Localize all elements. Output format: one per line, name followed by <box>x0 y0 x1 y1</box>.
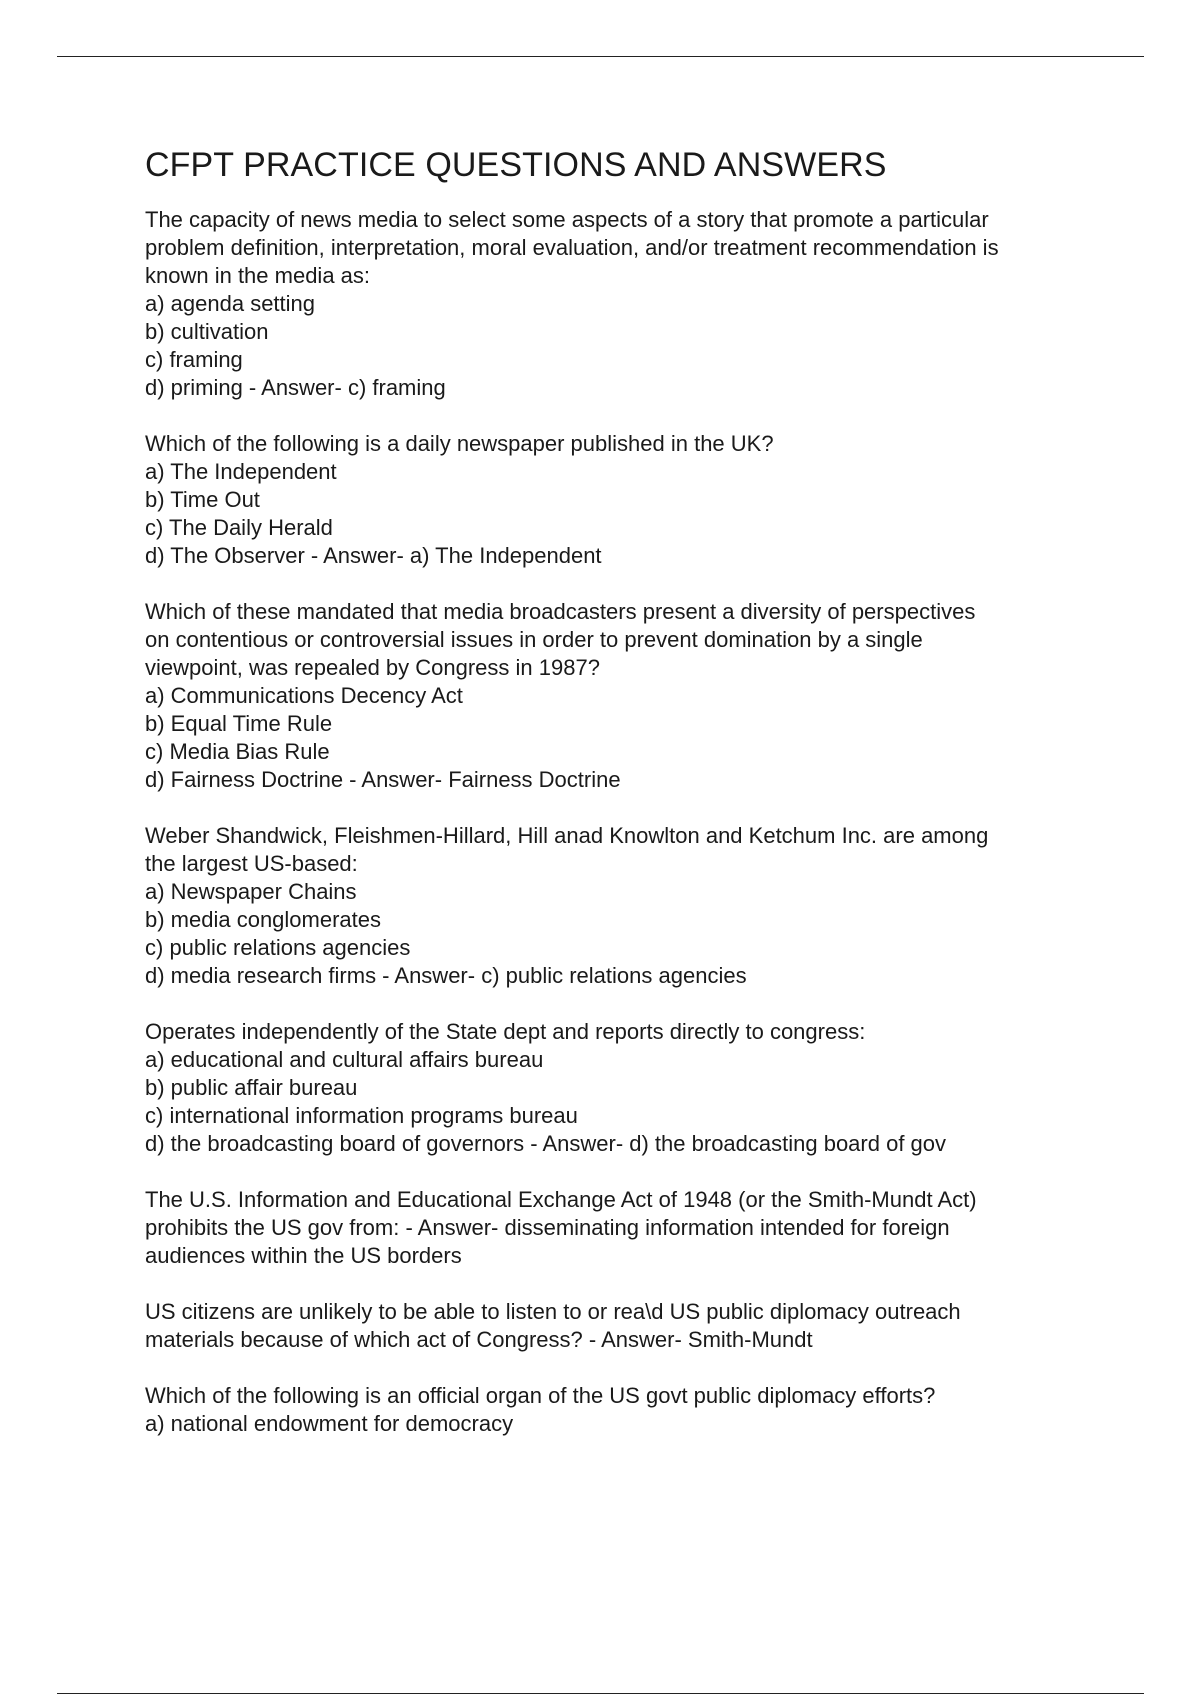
answer-option: b) Equal Time Rule <box>145 711 333 736</box>
answer-option: b) cultivation <box>145 319 269 344</box>
document-title: CFPT PRACTICE QUESTIONS AND ANSWERS <box>145 146 887 184</box>
question-text: Weber Shandwick, Fleishmen-Hillard, Hill anad Knowlton and Ketchum Inc. are among <box>145 823 989 848</box>
question-text: the largest US-based: <box>145 851 358 876</box>
question-text: problem definition, interpretation, moral evaluation, and/or treatment recommendation is <box>145 235 999 260</box>
answer-option: c) The Daily Herald <box>145 515 333 540</box>
answer-option-with-answer: d) media research firms - Answer- c) public relations agencies <box>145 963 747 988</box>
question-text: Which of the following is an official organ of the US govt public diplomacy efforts? <box>145 1383 936 1408</box>
answer-option-with-answer: d) The Observer - Answer- a) The Independent <box>145 543 602 568</box>
answer-option: c) Media Bias Rule <box>145 739 330 764</box>
qa-block-5 <box>145 1018 1105 1158</box>
question-text: known in the media as: <box>145 263 371 288</box>
answer-option: b) public affair bureau <box>145 1075 358 1100</box>
answer-option: a) agenda setting <box>145 291 316 316</box>
bottom-rule <box>57 1693 1144 1694</box>
question-text: The capacity of news media to select some aspects of a story that promote a particular <box>145 207 989 232</box>
question-text: The U.S. Information and Educational Exchange Act of 1948 (or the Smith-Mundt Act) <box>145 1187 977 1212</box>
qa-block-3 <box>145 598 1105 794</box>
answer-option-with-answer: d) Fairness Doctrine - Answer- Fairness Doctrine <box>145 767 621 792</box>
answer-option: a) Newspaper Chains <box>145 879 357 904</box>
question-text: Which of these mandated that media broadcasters present a diversity of perspectives <box>145 599 976 624</box>
question-text: US citizens are unlikely to be able to listen to or rea\d US public diplomacy outreach <box>145 1299 961 1324</box>
answer-text: audiences within the US borders <box>145 1243 462 1268</box>
qa-block-6 <box>145 1186 1105 1270</box>
answer-option: c) public relations agencies <box>145 935 411 960</box>
answer-option-with-answer: d) the broadcasting board of governors - Answer- d) the broadcasting board of gov <box>145 1131 947 1156</box>
question-text: on contentious or controversial issues in order to prevent domination by a single <box>145 627 923 652</box>
answer-option: c) international information programs bureau <box>145 1103 578 1128</box>
answer-option-with-answer: d) priming - Answer- c) framing <box>145 375 446 400</box>
answer-option: a) national endowment for democracy <box>145 1411 514 1436</box>
answer-option: a) Communications Decency Act <box>145 683 463 708</box>
qa-block-8 <box>145 1382 1105 1438</box>
qa-block-7 <box>145 1298 1105 1354</box>
question-text: Operates independently of the State dept and reports directly to congress: <box>145 1019 866 1044</box>
question-text-with-answer: prohibits the US gov from: - Answer- disseminating information intended for foreign <box>145 1215 950 1240</box>
answer-option: c) framing <box>145 347 243 372</box>
document-body <box>145 145 1105 1466</box>
qa-block-4 <box>145 822 1105 990</box>
answer-option: a) The Independent <box>145 459 337 484</box>
question-text: Which of the following is a daily newspaper published in the UK? <box>145 431 774 456</box>
qa-block-2 <box>145 430 1105 570</box>
answer-option: a) educational and cultural affairs bureau <box>145 1047 544 1072</box>
top-rule <box>57 56 1144 57</box>
answer-option: b) Time Out <box>145 487 260 512</box>
answer-option: b) media conglomerates <box>145 907 382 932</box>
question-text: viewpoint, was repealed by Congress in 1987? <box>145 655 600 680</box>
question-text-with-answer: materials because of which act of Congress? - Answer- Smith-Mundt <box>145 1327 813 1352</box>
qa-block-1 <box>145 206 1105 402</box>
